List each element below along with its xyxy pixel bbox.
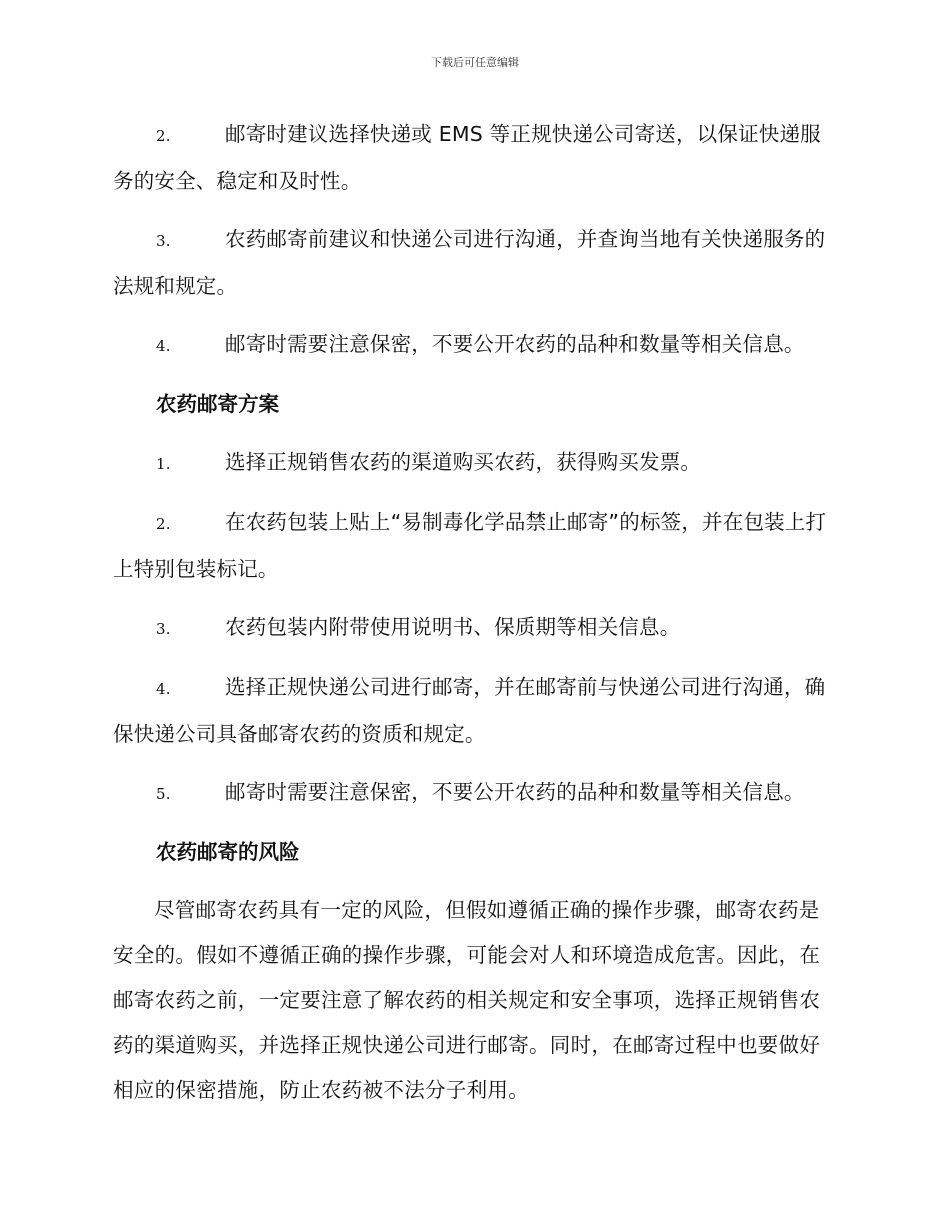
list-item-text: 农药包装内附带使用说明书、保质期等相关信息。 xyxy=(225,615,681,639)
list-item xyxy=(113,112,835,204)
list-item-text: 选择正规销售农药的渠道购买农药，获得购买发票。 xyxy=(225,450,702,474)
list-item-text: 在农药包装上贴上“易制毒化学品禁止邮寄”的标签，并在包装上打上特别包装标记。 xyxy=(113,510,827,581)
section-heading-plan: 农药邮寄方案 xyxy=(156,392,279,416)
list-item-number: 1. xyxy=(156,455,171,473)
list-item xyxy=(113,605,835,652)
document-body xyxy=(113,112,835,1113)
list-item-number: 4. xyxy=(156,680,171,698)
list-item xyxy=(113,665,835,757)
list-item-text: 邮寄时需要注意保密，不要公开农药的品种和数量等相关信息。 xyxy=(225,332,805,356)
list-item-text: 邮寄时建议选择快递或 EMS 等正规快递公司寄送，以保证快递服务的安全、稳定和及时性。 xyxy=(113,122,821,193)
list-item xyxy=(113,770,835,817)
list-item-number: 5. xyxy=(156,785,171,803)
list-item-text: 农药邮寄前建议和快递公司进行沟通，并查询当地有关快递服务的法规和规定。 xyxy=(113,227,826,298)
list-item-number: 3. xyxy=(156,620,171,638)
risk-paragraph: 尽管邮寄农药具有一定的风险，但假如遵循正确的操作步骤，邮寄农药是安全的。假如不遵循正确的操作步骤，可能会对人和环境造成危害。因此，在邮寄农药之前，一定要注意了解农药的相关规定和安全事项，选择正规销售农药的渠道购买，并选择正规快递公司进行邮寄。同时，在邮寄过程中也要做好相应的保密措施，防止农药被不法分子利用。 xyxy=(113,898,821,1102)
list-item-number: 3. xyxy=(156,232,171,250)
list-item xyxy=(113,440,835,487)
list-item-number: 4. xyxy=(156,337,171,355)
list-item-number: 2. xyxy=(156,127,171,145)
list-item-number: 2. xyxy=(156,515,171,533)
list-item xyxy=(113,500,835,592)
page-header: 下载后可任意编辑 xyxy=(431,56,519,69)
list-item-text: 邮寄时需要注意保密，不要公开农药的品种和数量等相关信息。 xyxy=(225,780,805,804)
list-item-text: 选择正规快递公司进行邮寄，并在邮寄前与快递公司进行沟通，确保快递公司具备邮寄农药的资质和规定。 xyxy=(113,675,826,746)
list-item xyxy=(113,217,835,309)
section-heading-risk: 农药邮寄的风险 xyxy=(156,840,300,864)
list-item xyxy=(113,322,835,369)
